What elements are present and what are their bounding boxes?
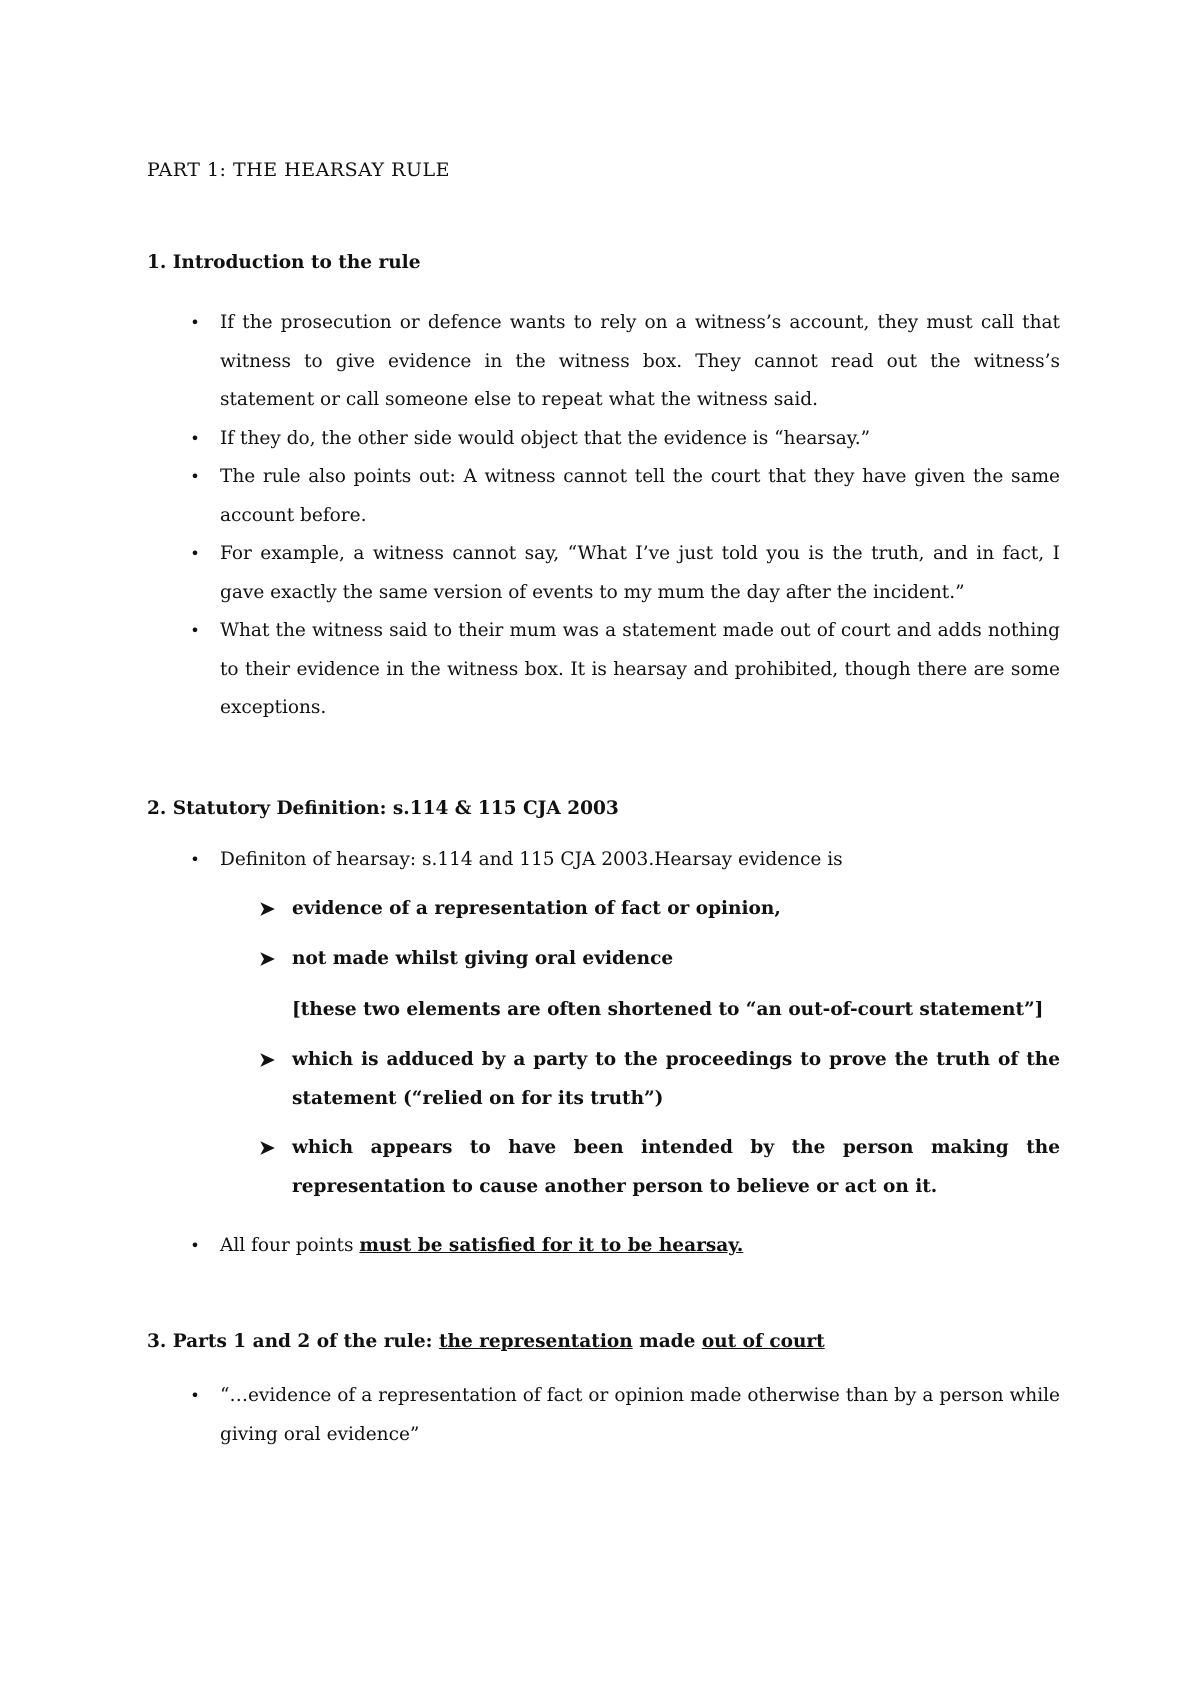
bullet-icon: • xyxy=(190,544,200,563)
list-item xyxy=(147,612,1060,728)
list-item xyxy=(147,1129,1060,1206)
element-text: which appears to have been intended by the person making the representation to cause another person to believe or act on it. xyxy=(292,1137,1060,1197)
bullet-icon: • xyxy=(190,467,200,486)
section-3-heading-out-of-court: out of court xyxy=(701,1331,825,1352)
section-3-heading-representation: the representation xyxy=(438,1331,633,1352)
list-item xyxy=(147,304,1060,420)
element-text: evidence of a representation of fact or opinion, xyxy=(292,898,781,919)
list-item xyxy=(147,458,1060,535)
final-bullet-prefix: All four points xyxy=(220,1235,360,1256)
list-item xyxy=(147,1041,1060,1118)
definition-text: Definiton of hearsay: s.114 and 115 CJA 2003.Hearsay evidence is xyxy=(220,849,843,870)
bullet-icon: • xyxy=(190,1386,200,1405)
bullet-text: The rule also points out: A witness cannot tell the court that they have given the same account before. xyxy=(220,466,1060,526)
arrow-bullet-icon: ➤ xyxy=(259,1137,275,1159)
bullet-icon: • xyxy=(190,850,200,869)
elements-note: [these two elements are often shortened to “an out-of-court statement”] xyxy=(292,999,1044,1020)
bullet-text: If the prosecution or defence wants to rely on a witness’s account, they must call that witness to give evidence in the witness box. They cannot read out the witness’s statement or call someone else to repeat what the witness said. xyxy=(220,312,1060,410)
section-3-heading xyxy=(147,1331,825,1352)
section-3-heading-prefix: 3. Parts 1 and 2 of the rule: xyxy=(147,1331,439,1352)
section-1-heading: 1. Introduction to the rule xyxy=(147,252,421,273)
element-text: which is adduced by a party to the proceedings to prove the truth of the statement (“relied on for its truth”) xyxy=(292,1049,1060,1109)
final-bullet-emphasis: must be satisfied for it to be hearsay. xyxy=(359,1235,744,1256)
bullet-text: “…evidence of a representation of fact or opinion made otherwise than by a person while giving oral evidence” xyxy=(220,1385,1060,1445)
list-item xyxy=(147,890,1060,929)
arrow-bullet-icon: ➤ xyxy=(259,1049,275,1071)
list-item xyxy=(147,1377,1060,1454)
bullet-icon: • xyxy=(190,428,200,448)
section-2-heading: 2. Statutory Definition: s.114 & 115 CJA 2003 xyxy=(147,798,619,819)
section-2-final-list xyxy=(147,1227,1060,1266)
arrow-bullet-icon: ➤ xyxy=(259,898,275,920)
bullet-icon: • xyxy=(190,621,200,640)
list-item xyxy=(147,841,1060,880)
bullet-icon: • xyxy=(190,1236,200,1255)
list-item xyxy=(147,940,1060,979)
section-1-bullet-list xyxy=(147,304,1060,728)
element-text: not made whilst giving oral evidence xyxy=(292,947,674,969)
section-3-bullet-list xyxy=(147,1377,1060,1454)
section-3-heading-middle: made xyxy=(632,1331,702,1352)
part-title: PART 1: THE HEARSAY RULE xyxy=(147,159,450,181)
bullet-text: What the witness said to their mum was a statement made out of court and adds nothing to their evidence in the witness box. It is hearsay and prohibited, though there are some exceptions. xyxy=(220,620,1060,718)
elements-list-b xyxy=(147,1041,1060,1206)
arrow-bullet-icon: ➤ xyxy=(259,947,275,970)
elements-list-a xyxy=(147,890,1060,978)
list-item xyxy=(147,420,1060,459)
list-item xyxy=(147,1227,1060,1266)
bullet-icon: • xyxy=(190,313,200,332)
list-item xyxy=(147,535,1060,612)
bullet-text: If they do, the other side would object that the evidence is “hearsay.” xyxy=(220,427,871,449)
section-2-definition-list xyxy=(147,841,1060,880)
bullet-text: For example, a witness cannot say, “What I’ve just told you is the truth, and in fact, I gave exactly the same version of events to my mum the day after the incident.” xyxy=(220,543,1060,603)
